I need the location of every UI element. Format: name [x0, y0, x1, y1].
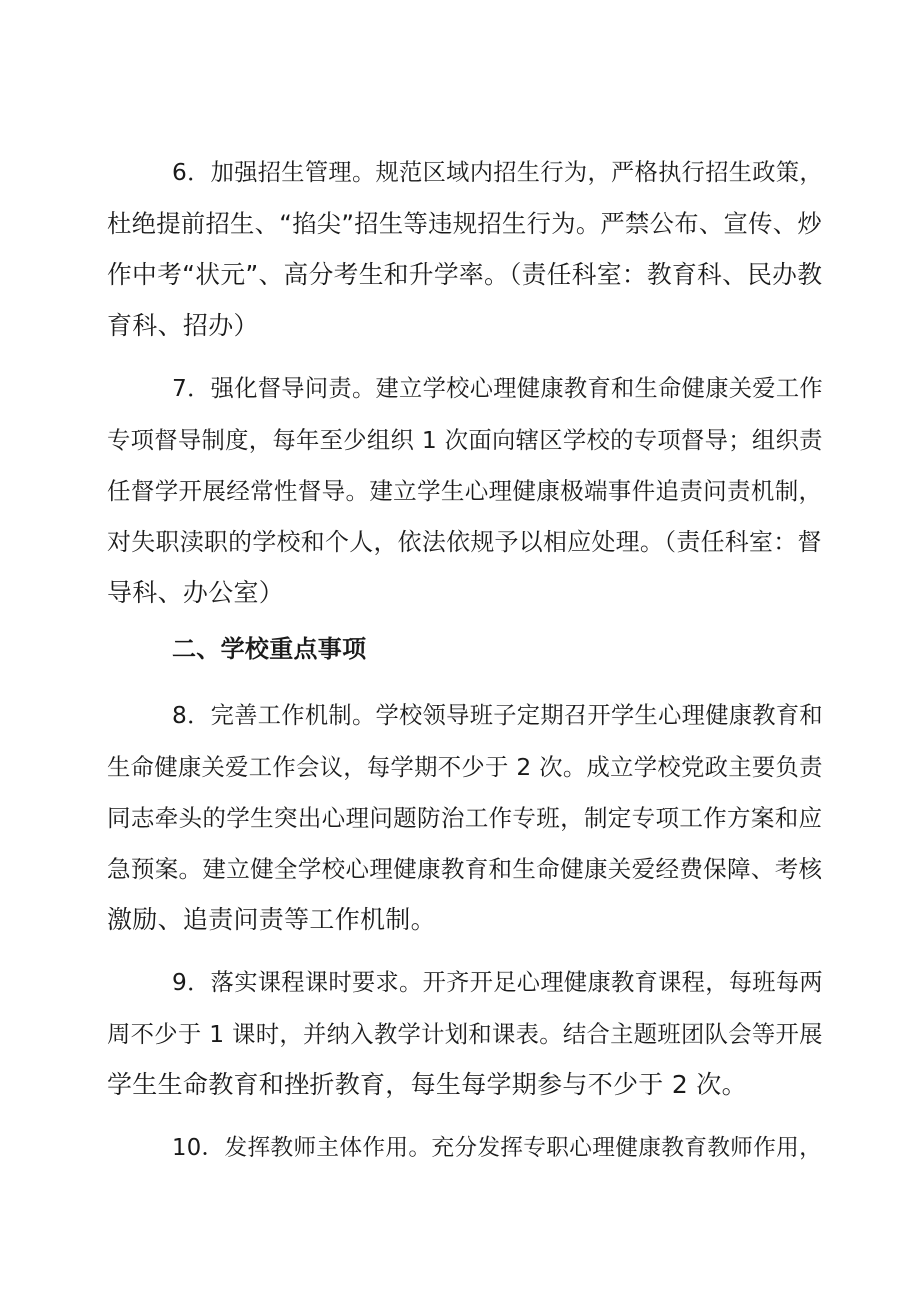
para-7-line-4: 对失职渎职的学校和个人，依法依规予以相应处理。（责任科室：督	[107, 528, 822, 556]
para-10-line-1: 10．发挥教师主体作用。充分发挥专职心理健康教育教师作用，	[172, 1135, 823, 1161]
para-7-line-1: 7．强化督导问责。建立学校心理健康教育和生命健康关爱工作	[172, 375, 823, 402]
para-9-line-3: 学生生命教育和挫折教育，每生每学期参与不少于 2 次。	[107, 1070, 747, 1099]
para-6-line-4: 育科、招办）	[107, 311, 259, 340]
para-6-line-2: 杜绝提前招生、“掐尖”招生等违规招生行为。严禁公布、宣传、炒	[107, 209, 822, 238]
para-6-line-3: 作中考“状元”、高分考生和升学率。（责任科室：教育科、民办教	[107, 260, 823, 289]
para-7-line-5: 导科、办公室）	[107, 578, 285, 607]
para-8-line-4: 急预案。建立健全学校心理健康教育和生命健康关爱经费保障、考核	[107, 855, 823, 883]
para-8-line-5: 激励、追责问责等工作机制。	[107, 905, 436, 934]
para-8-line-1: 8．完善工作机制。学校领导班子定期召开学生心理健康教育和	[172, 702, 823, 729]
para-9-line-1: 9．落实课程课时要求。开齐开足心理健康教育课程，每班每两	[172, 969, 823, 996]
para-7-line-3: 任督学开展经常性督导。建立学生心理健康极端事件追责问责机制，	[107, 477, 823, 505]
para-9-line-2: 周不少于 1 课时，并纳入教学计划和课表。结合主题班团队会等开展	[107, 1020, 823, 1048]
section-heading: 二、学校重点事项	[172, 635, 367, 663]
para-6-line-1: 6．加强招生管理。规范区域内招生行为，严格执行招生政策，	[172, 159, 823, 186]
para-8-line-2: 生命健康关爱工作会议，每学期不少于 2 次。成立学校党政主要负责	[107, 753, 823, 781]
para-7-line-2: 专项督导制度，每年至少组织 1 次面向辖区学校的专项督导；组织责	[107, 426, 823, 454]
para-8-line-3: 同志牵头的学生突出心理问题防治工作专班，制定专项工作方案和应	[107, 804, 823, 832]
